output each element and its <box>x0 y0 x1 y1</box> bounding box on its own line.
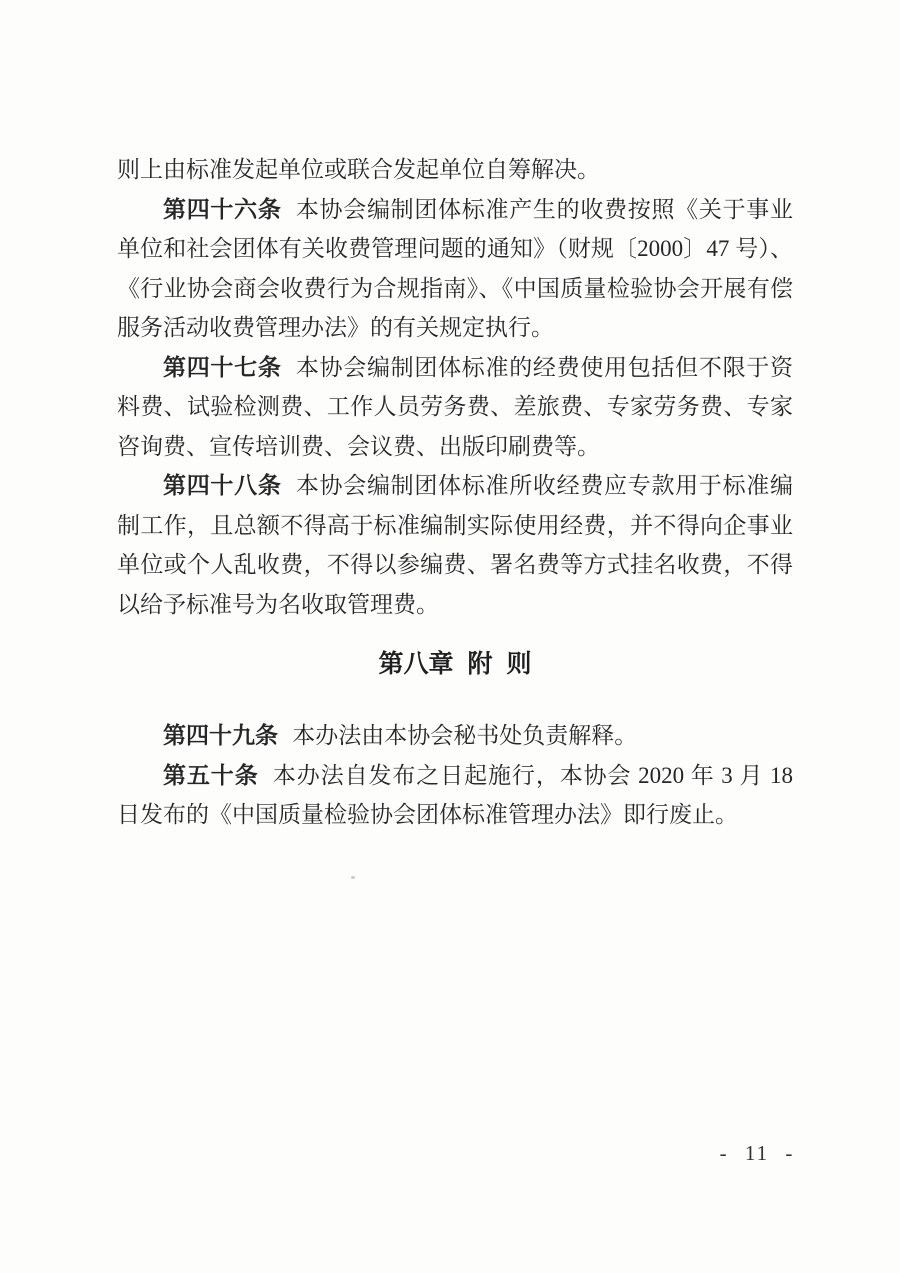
page-number: - 11 - <box>719 1141 795 1165</box>
article-46-text: 本协会编制团体标准产生的收费按照《关于事业单位和社会团体有关收费管理问题的通知》（财规〔2000〕47 号）、《行业协会商会收费行为合规指南》、《中国质量检验协会开展有偿服务活动收费管理办法》的有关规定执行。 <box>117 196 794 340</box>
chapter-heading: 第八章 附 则 <box>378 650 532 678</box>
article-49-text: 本办法由本协会秘书处负责解释。 <box>292 723 638 748</box>
article-48-label: 第四十八条 <box>163 473 282 498</box>
article-47-label: 第四十七条 <box>163 354 282 380</box>
scan-speck <box>351 876 355 879</box>
document-body <box>117 150 793 835</box>
article-50-text: 本办法自发布之日起施行，本协会 2020 年 3 月 18 日发布的《中国质量检验协会团体标准管理办法》即行废止。 <box>117 762 794 827</box>
article-48-text: 本协会编制团体标准所收经费应专款用于标准编制工作，且总额不得高于标准编制实际使用经费，并不得向企事业单位或个人乱收费，不得以参编费、署名费等方式挂名收费，不得以给予标准号为名收取管理费。 <box>117 473 794 617</box>
article-49 <box>117 716 793 756</box>
article-46-label: 第四十六条 <box>163 196 282 222</box>
intro-continuation-line: 则上由标准发起单位或联合发起单位自筹解决。 <box>117 157 600 182</box>
article-50-label: 第五十条 <box>163 762 259 788</box>
article-49-label: 第四十九条 <box>163 723 278 748</box>
article-47 <box>117 348 793 467</box>
article-46 <box>117 190 793 348</box>
article-47-text: 本协会编制团体标准的经费使用包括但不限于资料费、试验检测费、工作人员劳务费、差旅费、专家劳务费、专家咨询费、宣传培训费、会议费、出版印刷费等。 <box>117 354 794 459</box>
article-50 <box>117 756 793 835</box>
article-48 <box>117 466 793 624</box>
